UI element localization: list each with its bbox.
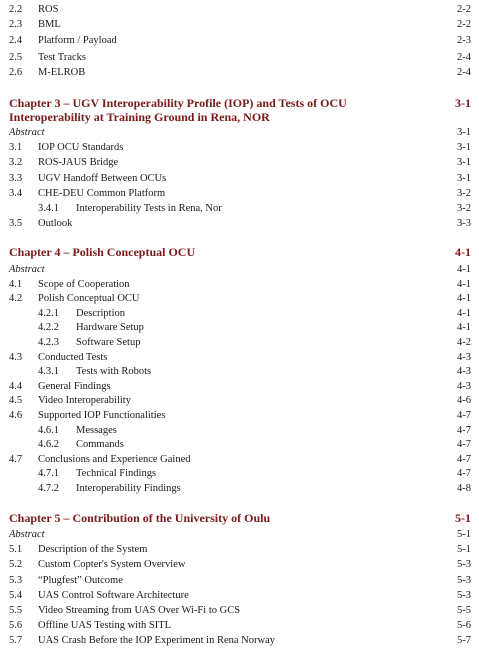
- section-title: Video Streaming from UAS Over Wi-Fi to GCS: [38, 605, 241, 616]
- section-title: General Findings: [38, 381, 111, 392]
- section-title: CHE-DEU Common Platform: [38, 188, 166, 199]
- toc-entry[interactable]: [0, 320, 479, 335]
- toc-entry[interactable]: [0, 2, 479, 17]
- chapter-heading[interactable]: [9, 96, 471, 124]
- toc-entry[interactable]: [0, 277, 479, 292]
- section-title: ROS-JAUS Bridge: [38, 157, 119, 168]
- toc-entry[interactable]: [0, 603, 479, 618]
- toc-entry[interactable]: [0, 542, 479, 557]
- section-title: Description: [76, 308, 125, 319]
- page-number: 4-1: [457, 308, 471, 319]
- chapter-heading[interactable]: [9, 511, 471, 525]
- section-number: 4.2: [9, 293, 23, 304]
- section-title: UAS Control Software Architecture: [38, 590, 189, 601]
- section-title: UGV Handoff Between OCUs: [38, 173, 167, 184]
- section-title: Supported IOP Functionalities: [38, 410, 166, 421]
- page-number: 4-3: [457, 352, 471, 363]
- page-number: 4-3: [457, 381, 471, 392]
- toc-entry[interactable]: [0, 17, 479, 32]
- chapter-title: Chapter 5 – Contribution of the University of Oulu: [9, 511, 271, 525]
- section-title: ROS: [38, 4, 59, 15]
- section-number: 4.7.1: [38, 468, 59, 479]
- section-number: 5.3: [9, 575, 23, 586]
- section-title: M-ELROB: [38, 67, 86, 78]
- page-number: 5-1: [457, 529, 471, 540]
- page-number: 4-1: [457, 322, 471, 333]
- chapter-page-number: 4-1: [455, 245, 471, 259]
- section-number: 4.7: [9, 454, 23, 465]
- chapter-heading[interactable]: [9, 245, 471, 259]
- section-title: UAS Crash Before the IOP Experiment in Rena Norway: [38, 635, 275, 646]
- section-number: 2.5: [9, 52, 23, 63]
- page-number: 4-7: [457, 410, 471, 421]
- section-number: 3.3: [9, 173, 23, 184]
- section-title: Software Setup: [76, 337, 141, 348]
- page-number: 4-3: [457, 366, 471, 377]
- toc-entry[interactable]: [0, 171, 479, 186]
- section-title: Video Interoperability: [38, 395, 131, 406]
- page-number: 3-3: [457, 218, 471, 229]
- toc-entry[interactable]: [0, 573, 479, 588]
- section-title: Platform / Payload: [38, 35, 117, 46]
- toc-entry[interactable]: [0, 350, 479, 365]
- section-title: Commands: [76, 439, 124, 450]
- page-number: 3-2: [457, 188, 471, 199]
- toc-entry[interactable]: [0, 588, 479, 603]
- toc-entry[interactable]: [0, 65, 479, 80]
- toc-entry[interactable]: [0, 201, 479, 216]
- page-number: 4-8: [457, 483, 471, 494]
- page-number: 2-4: [457, 52, 471, 63]
- section-number: 4.6.2: [38, 439, 59, 450]
- toc-entry[interactable]: [0, 262, 479, 277]
- section-number: 4.3.1: [38, 366, 59, 377]
- section-title: Custom Copter's System Overview: [38, 559, 186, 570]
- toc-entry[interactable]: [0, 364, 479, 379]
- toc-entry[interactable]: [0, 33, 479, 48]
- section-title: Technical Findings: [76, 468, 157, 479]
- section-title: Conducted Tests: [38, 352, 108, 363]
- section-title: “Plugfest” Outcome: [38, 575, 123, 586]
- section-number: 2.4: [9, 35, 23, 46]
- page-number: 2-2: [457, 4, 471, 15]
- toc-entry[interactable]: [0, 481, 479, 496]
- chapter-page-number: 3-1: [455, 96, 471, 110]
- page-number: 4-6: [457, 395, 471, 406]
- toc-entry[interactable]: [0, 291, 479, 306]
- page-number: 4-1: [457, 293, 471, 304]
- section-number: 4.4: [9, 381, 23, 392]
- page-number: 2-2: [457, 19, 471, 30]
- page-number: 3-1: [457, 157, 471, 168]
- section-number: 2.3: [9, 19, 23, 30]
- page-number: 5-5: [457, 605, 471, 616]
- page-number: 3-1: [457, 173, 471, 184]
- section-number: 4.2.1: [38, 308, 59, 319]
- section-number: 4.6: [9, 410, 23, 421]
- section-title: Conclusions and Experience Gained: [38, 454, 191, 465]
- chapter-page-number: 5-1: [455, 511, 471, 525]
- page-number: 5-7: [457, 635, 471, 646]
- section-number: 5.6: [9, 620, 23, 631]
- section-number: 3.4: [9, 188, 23, 199]
- page-number: 5-3: [457, 590, 471, 601]
- section-number: 5.4: [9, 590, 23, 601]
- section-number: 4.5: [9, 395, 23, 406]
- section-number: 2.6: [9, 67, 23, 78]
- section-title: Abstract: [9, 264, 45, 275]
- toc-entry[interactable]: [0, 155, 479, 170]
- toc-entry[interactable]: [0, 50, 479, 65]
- page-number: 4-1: [457, 279, 471, 290]
- page-number: 5-1: [457, 544, 471, 555]
- section-number: 2.2: [9, 4, 23, 15]
- section-title: Scope of Cooperation: [38, 279, 130, 290]
- toc-entry[interactable]: [0, 452, 479, 467]
- toc-entry[interactable]: [0, 393, 479, 408]
- section-title: Hardware Setup: [76, 322, 144, 333]
- section-number: 4.7.2: [38, 483, 59, 494]
- toc-entry[interactable]: [0, 633, 479, 648]
- toc-entry[interactable]: [0, 335, 479, 350]
- toc-entry[interactable]: [0, 140, 479, 155]
- section-number: 3.2: [9, 157, 23, 168]
- section-title: Polish Conceptual OCU: [38, 293, 140, 304]
- section-title: BML: [38, 19, 61, 30]
- section-number: 4.6.1: [38, 425, 59, 436]
- page-number: 4-7: [457, 454, 471, 465]
- page-number: 3-2: [457, 203, 471, 214]
- toc-entry[interactable]: [0, 408, 479, 423]
- section-title: Interoperability Findings: [76, 483, 181, 494]
- section-number: 4.2.3: [38, 337, 59, 348]
- toc-entry[interactable]: [0, 618, 479, 633]
- page-number: 4-7: [457, 439, 471, 450]
- page-number: 2-3: [457, 35, 471, 46]
- section-title: Interoperability Tests in Rena, Nor: [76, 203, 222, 214]
- toc-entry[interactable]: [0, 557, 479, 572]
- page-number: 5-6: [457, 620, 471, 631]
- section-title: Test Tracks: [38, 52, 86, 63]
- section-number: 3.5: [9, 218, 23, 229]
- toc-entry[interactable]: [0, 306, 479, 321]
- toc-entry[interactable]: [0, 466, 479, 481]
- toc-entry[interactable]: [0, 216, 479, 231]
- section-title: Tests with Robots: [76, 366, 152, 377]
- toc-entry[interactable]: [0, 379, 479, 394]
- page-number: 4-7: [457, 425, 471, 436]
- section-title: Outlook: [38, 218, 73, 229]
- toc-entry[interactable]: [0, 186, 479, 201]
- chapter-title: Chapter 3 – UGV Interoperability Profile (IOP) and Tests of OCU Interoperability at Training Ground in Rena, NOR: [9, 96, 347, 124]
- page-number: 5-3: [457, 575, 471, 586]
- section-number: 5.5: [9, 605, 23, 616]
- section-number: 4.3: [9, 352, 23, 363]
- page-number: 3-1: [457, 127, 471, 138]
- section-number: 5.7: [9, 635, 23, 646]
- section-number: 4.1: [9, 279, 23, 290]
- section-title: Offline UAS Testing with SITL: [38, 620, 172, 631]
- section-title: IOP OCU Standards: [38, 142, 124, 153]
- page-number: 3-1: [457, 142, 471, 153]
- toc-entry[interactable]: [0, 125, 479, 140]
- section-title: Abstract: [9, 127, 45, 138]
- section-number: 3.4.1: [38, 203, 59, 214]
- page-number: 4-1: [457, 264, 471, 275]
- section-number: 3.1: [9, 142, 23, 153]
- toc-entry[interactable]: [0, 423, 479, 438]
- section-number: 5.1: [9, 544, 23, 555]
- page-number: 5-3: [457, 559, 471, 570]
- section-title: Description of the System: [38, 544, 148, 555]
- chapter-title: Chapter 4 – Polish Conceptual OCU: [9, 245, 196, 259]
- toc-entry[interactable]: [0, 437, 479, 452]
- page-number: 2-4: [457, 67, 471, 78]
- page-number: 4-7: [457, 468, 471, 479]
- section-number: 5.2: [9, 559, 23, 570]
- page-number: 4-2: [457, 337, 471, 348]
- section-title: Messages: [76, 425, 117, 436]
- section-title: Abstract: [9, 529, 45, 540]
- section-number: 4.2.2: [38, 322, 59, 333]
- toc-entry[interactable]: [0, 527, 479, 542]
